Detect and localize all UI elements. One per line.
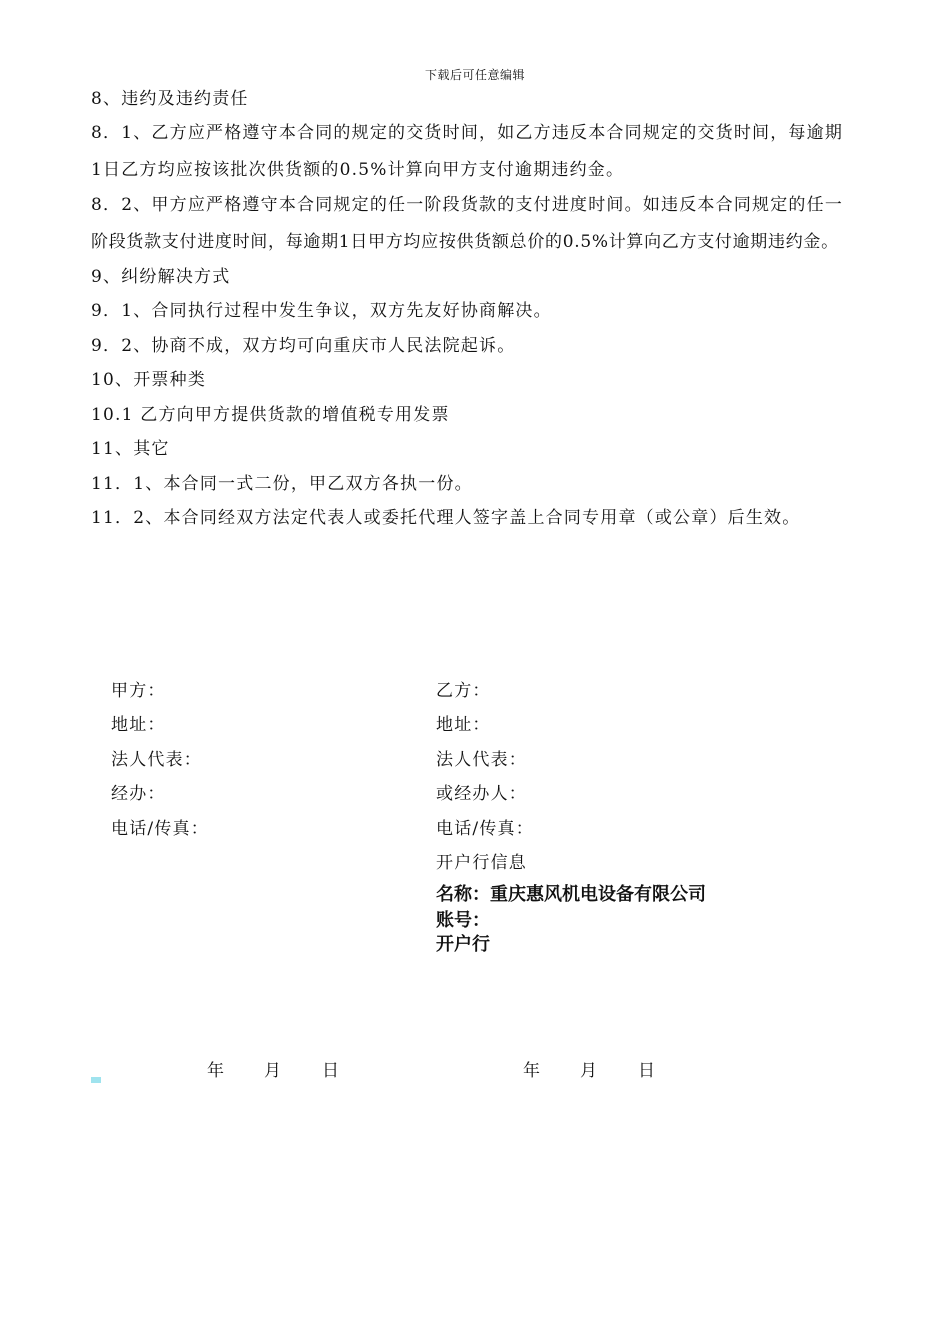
section-11-title: 11、其它 (91, 439, 170, 459)
date-right-month: 月 (580, 1061, 597, 1081)
clause-8-1-line-1: 8．1、乙方应严格遵守本合同的规定的交货时间，如乙方违反本合同规定的交货时间，每逾期 (91, 123, 844, 143)
party-b-account-label: 账号： (436, 910, 490, 931)
section-8-title: 8、违约及违约责任 (91, 89, 249, 109)
clause-8-2-line-1: 8．2、甲方应严格遵守本合同规定的任一阶段货款的支付进度时间。如违反本合同规定的任一 (91, 195, 844, 215)
date-right-year: 年 (523, 1061, 540, 1081)
party-a-address-label: 地址： (111, 715, 166, 735)
party-b-bank-label: 开户行 (436, 934, 490, 955)
header-editable-note: 下载后可任意编辑 (424, 68, 525, 82)
corner-marker (91, 1077, 101, 1083)
party-b-name-label: 乙方： (436, 681, 491, 701)
clause-8-2-line-2: 阶段货款支付进度时间，每逾期1日甲方均应按供货额总价的0.5%计算向乙方支付逾期违约金。 (91, 232, 839, 252)
party-a-agent-label: 经办： (111, 784, 166, 804)
clause-10-1: 10.1 乙方向甲方提供货款的增值税专用发票 (91, 405, 450, 425)
date-left-month: 月 (264, 1061, 281, 1081)
date-left-day: 日 (322, 1061, 339, 1081)
party-a-legal-rep-label: 法人代表： (111, 750, 202, 770)
clause-8-1-line-2: 1日乙方均应按该批次供货额的0.5%计算向甲方支付逾期违约金。 (91, 160, 625, 180)
clause-11-1: 11．1、本合同一式二份，甲乙双方各执一份。 (91, 474, 473, 494)
section-9-title: 9、纠纷解决方式 (91, 267, 231, 287)
party-b-legal-rep-label: 法人代表： (436, 750, 527, 770)
section-10-title: 10、开票种类 (91, 370, 207, 390)
clause-9-1: 9．1、合同执行过程中发生争议，双方先友好协商解决。 (91, 301, 552, 321)
party-a-name-label: 甲方： (111, 681, 166, 701)
party-b-agent-label: 或经办人： (436, 784, 527, 804)
clause-11-2: 11．2、本合同经双方法定代表人或委托代理人签字盖上合同专用章（或公章）后生效。 (91, 508, 801, 528)
party-b-bank-info-label: 开户行信息 (436, 853, 527, 873)
party-b-phone-fax-label: 电话/传真： (436, 819, 534, 839)
date-left-year: 年 (207, 1061, 224, 1081)
party-b-address-label: 地址： (436, 715, 491, 735)
party-a-phone-fax-label: 电话/传真： (111, 819, 209, 839)
clause-9-2: 9．2、协商不成，双方均可向重庆市人民法院起诉。 (91, 336, 516, 356)
date-right-day: 日 (638, 1061, 655, 1081)
party-b-bank-name: 名称：重庆惠风机电设备有限公司 (436, 884, 706, 905)
